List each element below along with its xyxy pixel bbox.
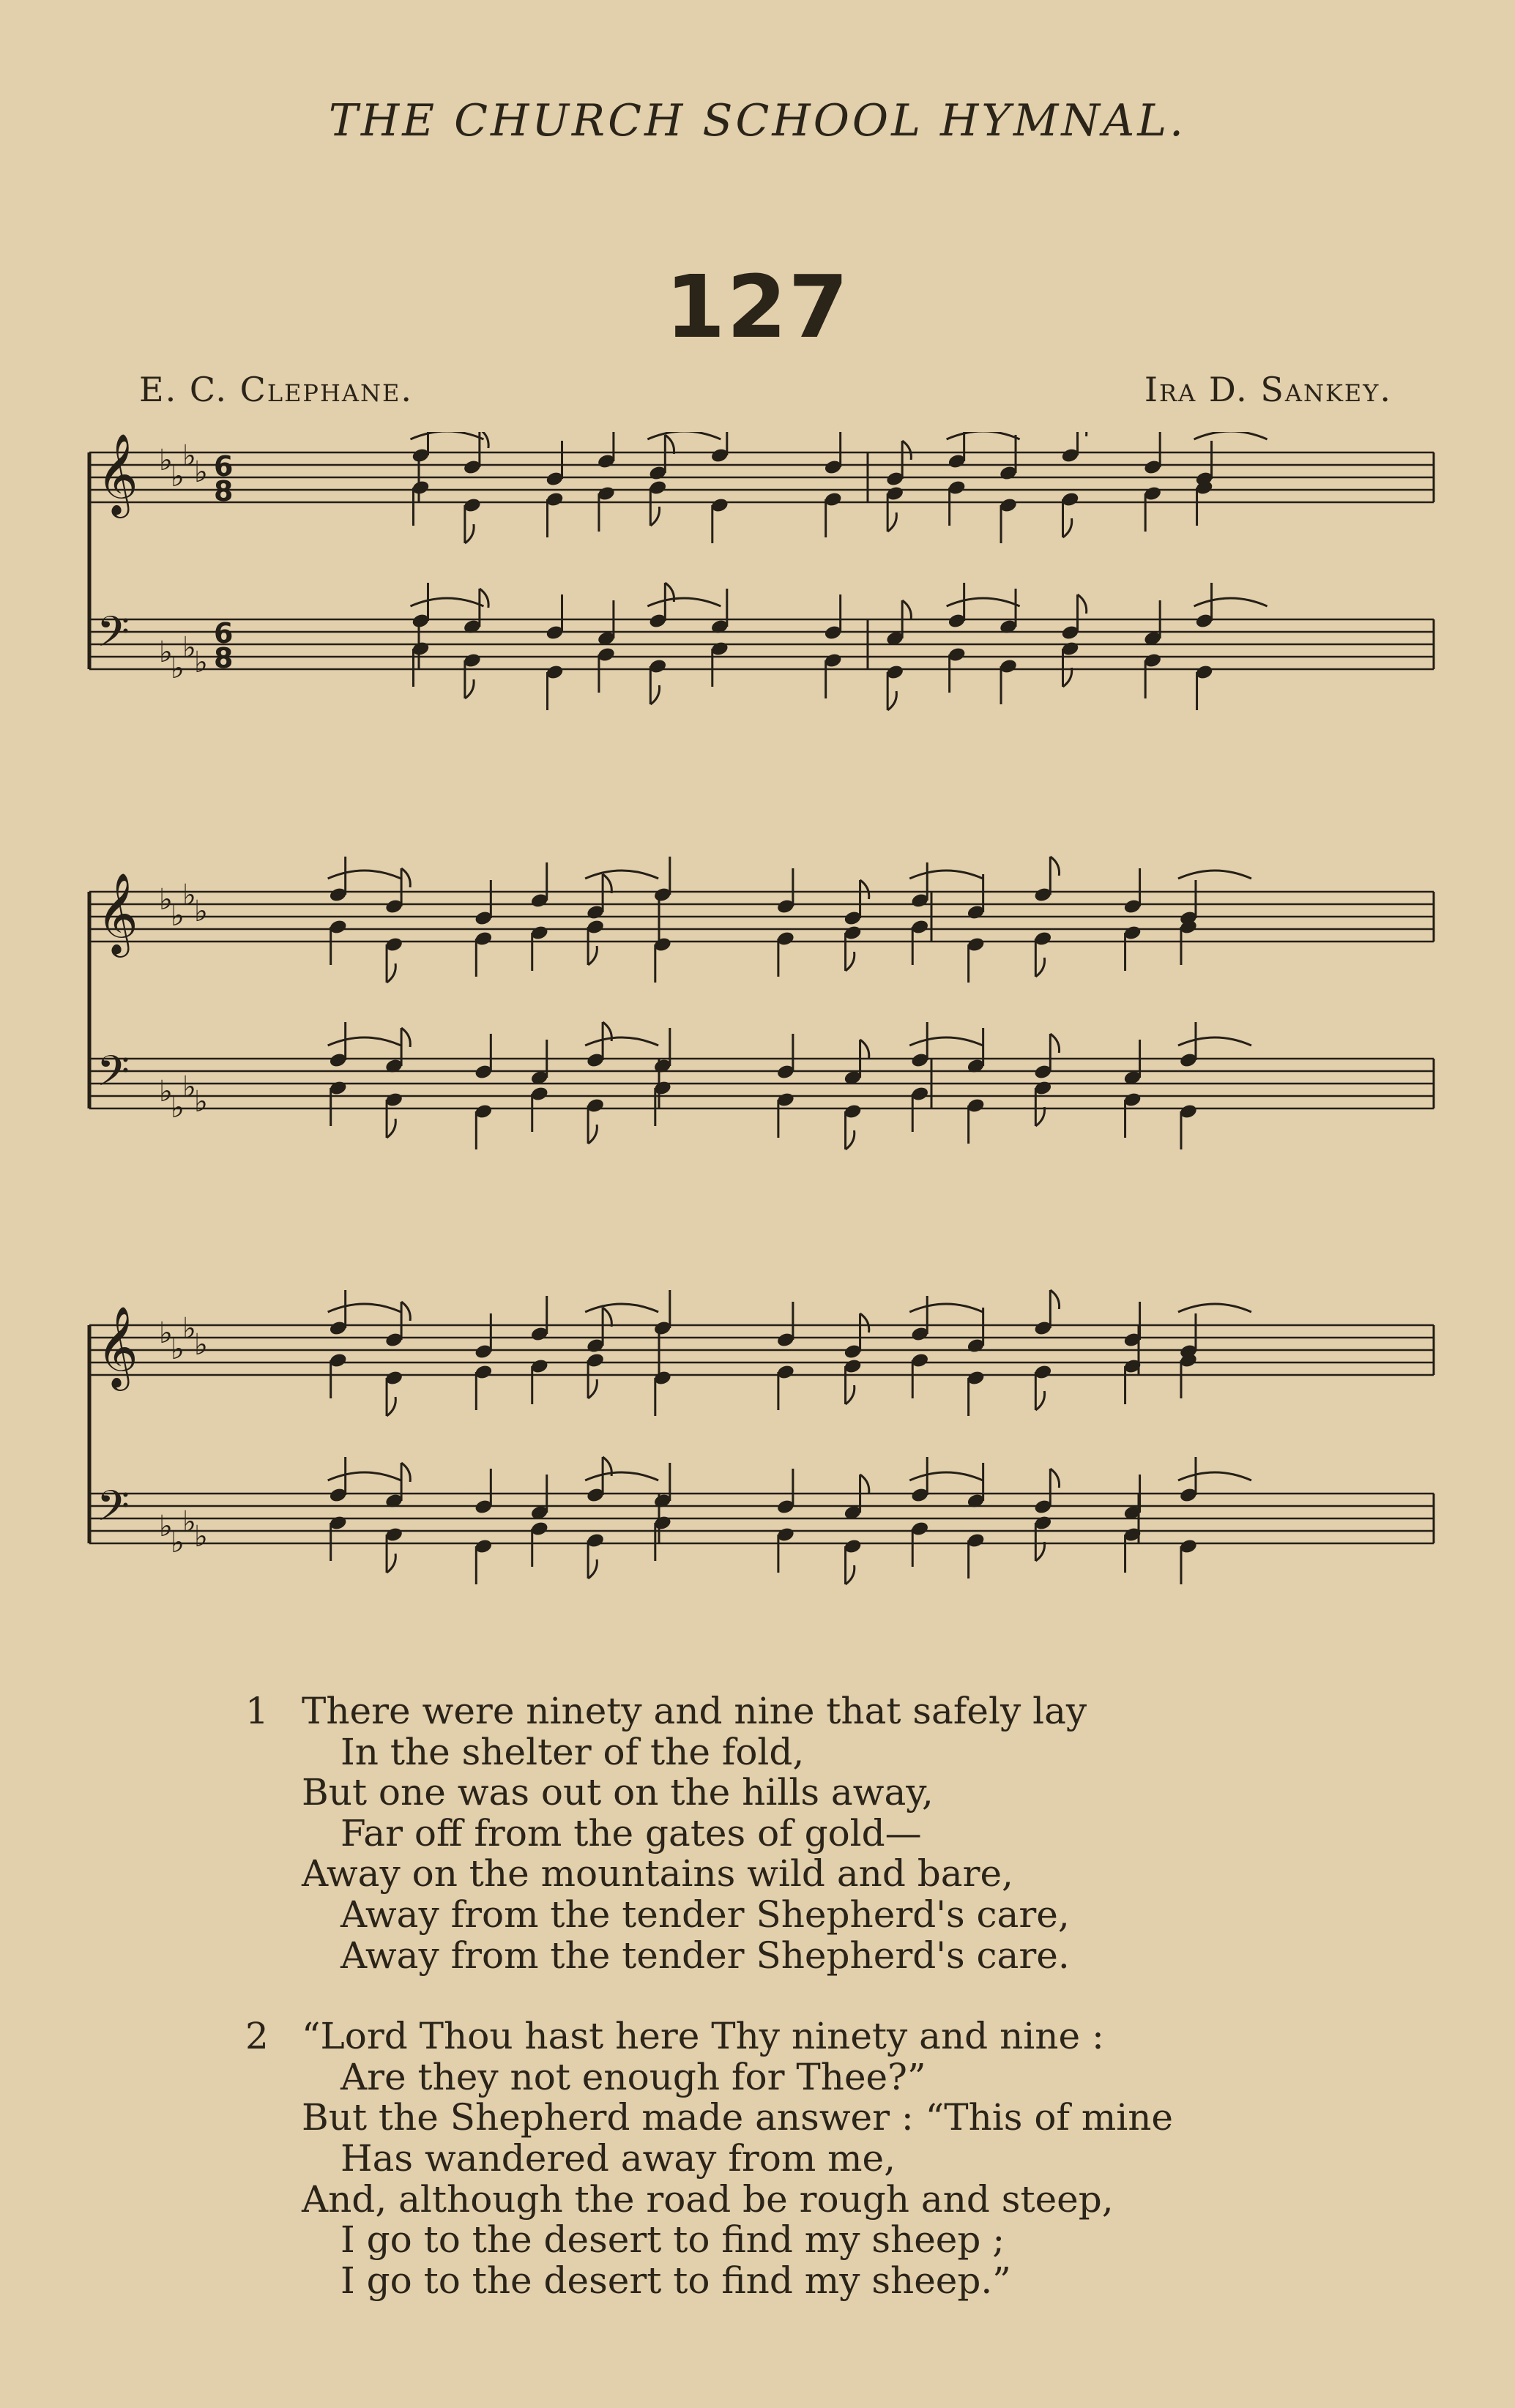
- note-flag: [650, 507, 659, 526]
- bass-clef-icon: 𝄢: [97, 1481, 130, 1541]
- tie: [410, 598, 483, 606]
- verse-line: There were ninety and nine that safely lay: [302, 1690, 1087, 1732]
- note-flag: [588, 1125, 597, 1144]
- note-flag: [1035, 1391, 1044, 1410]
- flat-icon: ♭: [159, 1316, 173, 1350]
- tie: [1194, 432, 1268, 439]
- time-signature: 6: [214, 450, 234, 482]
- flat-icon: ♭: [194, 1085, 208, 1119]
- verse-line: Far off from the gates of gold—: [340, 1811, 922, 1855]
- flat-icon: ♭: [182, 1070, 196, 1104]
- tie: [410, 432, 483, 439]
- flat-icon: ♭: [182, 439, 196, 473]
- verse-line: Away from the tender Shepherd's care,: [340, 1893, 1070, 1936]
- note-flag: [387, 1554, 395, 1573]
- tie: [328, 871, 401, 879]
- flat-icon: ♭: [171, 652, 185, 685]
- flat-icon: ♭: [194, 646, 208, 679]
- tie: [1178, 1472, 1251, 1480]
- note-flag: [465, 679, 474, 698]
- verse-line: Has wandered away from me,: [340, 2136, 896, 2180]
- treble-clef-icon: 𝄞: [97, 1305, 138, 1387]
- tie: [909, 1037, 983, 1045]
- verse-line: I go to the desert to find my sheep ;: [340, 2218, 1005, 2262]
- tie: [947, 598, 1020, 606]
- note-flag: [846, 1565, 855, 1584]
- note-flag: [1035, 1107, 1044, 1126]
- verse-line: And, although the road be rough and steep,: [302, 2177, 1114, 2221]
- note-flag: [603, 1308, 611, 1327]
- tie: [647, 598, 721, 606]
- note-flag: [1078, 432, 1087, 436]
- flat-icon: ♭: [171, 1332, 185, 1366]
- flat-icon: ♭: [171, 899, 185, 933]
- tie: [1178, 1304, 1251, 1312]
- note-flag: [465, 524, 474, 543]
- note-flag: [588, 1379, 597, 1398]
- flat-icon: ♭: [182, 631, 196, 665]
- tie: [585, 871, 658, 879]
- flat-icon: ♭: [182, 1312, 196, 1346]
- note-flag: [1035, 1542, 1044, 1561]
- flat-icon: ♭: [182, 1505, 196, 1539]
- tie: [585, 1472, 658, 1480]
- verse-line: But the Shepherd made answer : “This of mine: [302, 2096, 1174, 2139]
- note-flag: [887, 691, 896, 710]
- verse-line: Are they not enough for Thee?”: [340, 2055, 926, 2098]
- flat-icon: ♭: [159, 1510, 173, 1543]
- verse-line: Away from the tender Shepherd's care.: [340, 1934, 1070, 1977]
- treble-clef-icon: 𝄞: [97, 872, 138, 954]
- tie: [947, 432, 1020, 439]
- flat-icon: ♭: [159, 1075, 173, 1108]
- flat-icon: ♭: [159, 444, 173, 477]
- verse-line: But one was out on the hills away,: [302, 1771, 934, 1814]
- note-flag: [846, 1385, 855, 1404]
- note-flag: [902, 600, 911, 619]
- verse-line: Away on the mountains wild and bare,: [302, 1852, 1013, 1896]
- verse-number: 1: [245, 1690, 269, 1732]
- note-flag: [1063, 518, 1072, 537]
- treble-clef-icon: 𝄞: [97, 433, 138, 515]
- author-credit: E. C. Clephane.: [139, 370, 413, 409]
- bass-clef-icon: 𝄢: [97, 607, 130, 667]
- note-flag: [401, 1028, 410, 1047]
- note-flag: [860, 1475, 869, 1494]
- note-flag: [846, 952, 855, 971]
- verse-line: In the shelter of the fold,: [340, 1730, 805, 1773]
- verse-number: 2: [245, 2015, 269, 2058]
- tie: [1178, 871, 1251, 879]
- note-flag: [1035, 958, 1044, 977]
- note-flag: [401, 868, 410, 887]
- note-flag: [902, 441, 911, 460]
- music-notation: [81, 432, 1443, 1640]
- note-flag: [650, 685, 659, 704]
- composer-credit: Ira D. Sankey.: [1144, 370, 1392, 409]
- note-flag: [387, 1119, 395, 1138]
- note-flag: [860, 1040, 869, 1059]
- hymn-number: 127: [665, 256, 850, 357]
- flat-icon: ♭: [171, 460, 185, 493]
- note-flag: [603, 874, 611, 893]
- flat-icon: ♭: [171, 1091, 185, 1125]
- flat-icon: ♭: [159, 635, 173, 669]
- verse-2: [245, 2015, 1174, 2302]
- tie: [647, 432, 721, 439]
- verse-line: “Lord Thou hast here Thy ninety and nine :: [302, 2015, 1104, 2058]
- note-flag: [387, 1397, 395, 1416]
- flat-icon: ♭: [159, 883, 173, 917]
- tie: [1178, 1037, 1251, 1045]
- note-flag: [665, 435, 674, 454]
- time-signature: 8: [214, 642, 234, 674]
- flat-icon: ♭: [194, 1328, 208, 1362]
- tie: [909, 1472, 983, 1480]
- note-flag: [1063, 668, 1072, 687]
- tie: [909, 1304, 983, 1312]
- note-flag: [1050, 1290, 1059, 1309]
- note-flag: [1050, 1034, 1059, 1053]
- flat-icon: ♭: [194, 1520, 208, 1554]
- note-flag: [846, 1130, 855, 1149]
- note-flag: [401, 1302, 410, 1321]
- note-flag: [1078, 594, 1087, 614]
- note-flag: [887, 512, 896, 532]
- note-flag: [1050, 857, 1059, 876]
- note-flag: [1050, 1469, 1059, 1488]
- verse-1: [245, 1690, 1173, 1977]
- time-signature: 8: [214, 475, 234, 507]
- note-flag: [588, 1559, 597, 1578]
- running-head: THE CHURCH SCHOOL HYMNAL.: [328, 95, 1187, 146]
- tie: [909, 871, 983, 879]
- time-signature: 6: [214, 617, 234, 649]
- note-flag: [480, 432, 488, 448]
- verse-line: I go to the desert to find my sheep.”: [340, 2259, 1011, 2302]
- flat-icon: ♭: [194, 455, 208, 489]
- note-flag: [401, 1463, 410, 1482]
- tie: [585, 1304, 658, 1312]
- note-flag: [588, 946, 597, 965]
- tie: [328, 1304, 401, 1312]
- note-flag: [860, 1313, 869, 1332]
- verses: [245, 1690, 1174, 2341]
- flat-icon: ♭: [194, 895, 208, 928]
- bass-clef-icon: 𝄢: [97, 1046, 130, 1106]
- note-flag: [860, 880, 869, 899]
- tie: [328, 1037, 401, 1045]
- flat-icon: ♭: [171, 1526, 185, 1559]
- tie: [1194, 598, 1268, 606]
- flat-icon: ♭: [182, 879, 196, 912]
- tie: [585, 1037, 658, 1045]
- note-flag: [387, 963, 395, 983]
- tie: [328, 1472, 401, 1480]
